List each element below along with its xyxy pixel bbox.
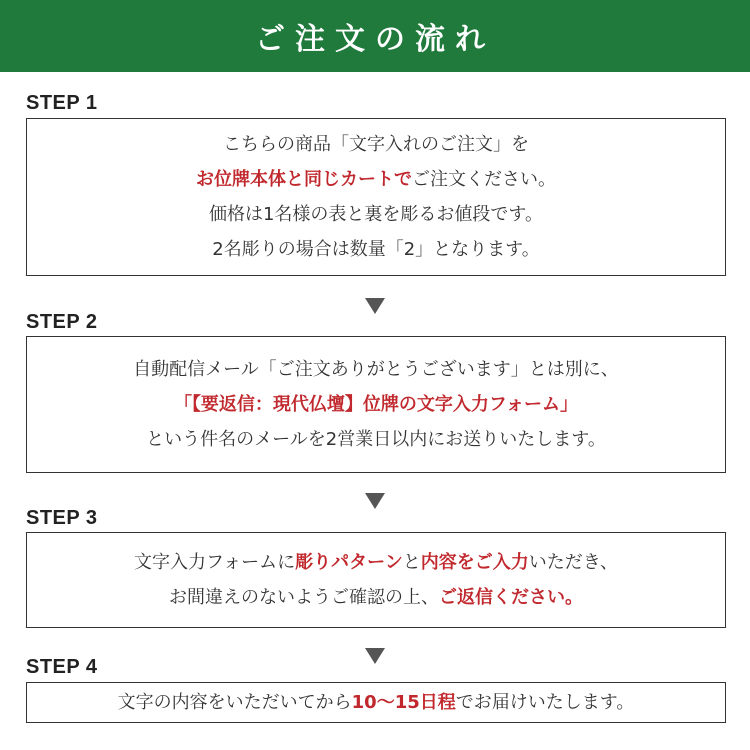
step-3-text: お間違えのないようご確認の上、 <box>169 587 439 608</box>
down-triangle-icon <box>365 648 385 664</box>
step-3-highlight: ご返信ください。 <box>439 587 583 608</box>
step-2-box <box>26 336 726 473</box>
header-bar <box>0 0 750 72</box>
step-1-line-2 <box>196 162 556 197</box>
step-4-text: でお届けいたします。 <box>455 692 635 713</box>
step-2-line-2 <box>174 387 578 422</box>
down-triangle-icon <box>365 493 385 509</box>
step-1-line-3 <box>209 197 543 232</box>
step-3-text: いただき、 <box>528 552 619 573</box>
step-2-text: 自動配信メール「ご注文ありがとうございます」とは別に、 <box>133 359 619 380</box>
step-4-box <box>26 682 726 723</box>
step-2-text: という件名のメールを2営業日以内にお送りいたします。 <box>146 429 606 450</box>
step-3-highlight: 内容をご入力 <box>420 552 529 573</box>
step-1-text: ご注文ください。 <box>412 169 556 190</box>
step-1-line-4 <box>212 232 539 267</box>
down-triangle-icon <box>365 298 385 314</box>
step-1-text: 価格は1名様の表と裏を彫るお値段です。 <box>208 204 543 225</box>
step-2-line-1 <box>133 352 619 387</box>
step-1-highlight: お位牌本体と同じカートで <box>196 169 412 190</box>
step-3-text: 文字入力フォームに <box>133 552 296 573</box>
step-2-label: STEP 2 <box>26 311 98 333</box>
step-4-label: STEP 4 <box>26 656 98 678</box>
step-1-line-1 <box>223 127 529 162</box>
step-1-text: こちらの商品「文字入れのご注文」を <box>223 134 529 155</box>
step-3-box <box>26 532 726 628</box>
step-1-box <box>26 118 726 276</box>
step-4-text: 文字の内容をいただいてから <box>117 692 352 713</box>
step-1-text: 2名彫りの場合は数量「2」となります。 <box>212 239 540 260</box>
step-3-text: と <box>402 552 421 573</box>
step-2-line-3 <box>146 422 606 457</box>
step-4-highlight: 10〜15日程 <box>351 692 456 713</box>
step-3-label: STEP 3 <box>26 507 98 529</box>
step-1-label: STEP 1 <box>26 92 98 114</box>
step-3-line-2 <box>169 580 583 615</box>
step-3-highlight: 彫りパターン <box>295 552 403 573</box>
step-3-line-1 <box>134 545 618 580</box>
page-title: ご注文の流れ <box>255 22 495 57</box>
step-2-highlight: 「【要返信：現代仏壇】位牌の文字入力フォーム」 <box>173 394 579 415</box>
step-4-line-1 <box>118 685 635 720</box>
